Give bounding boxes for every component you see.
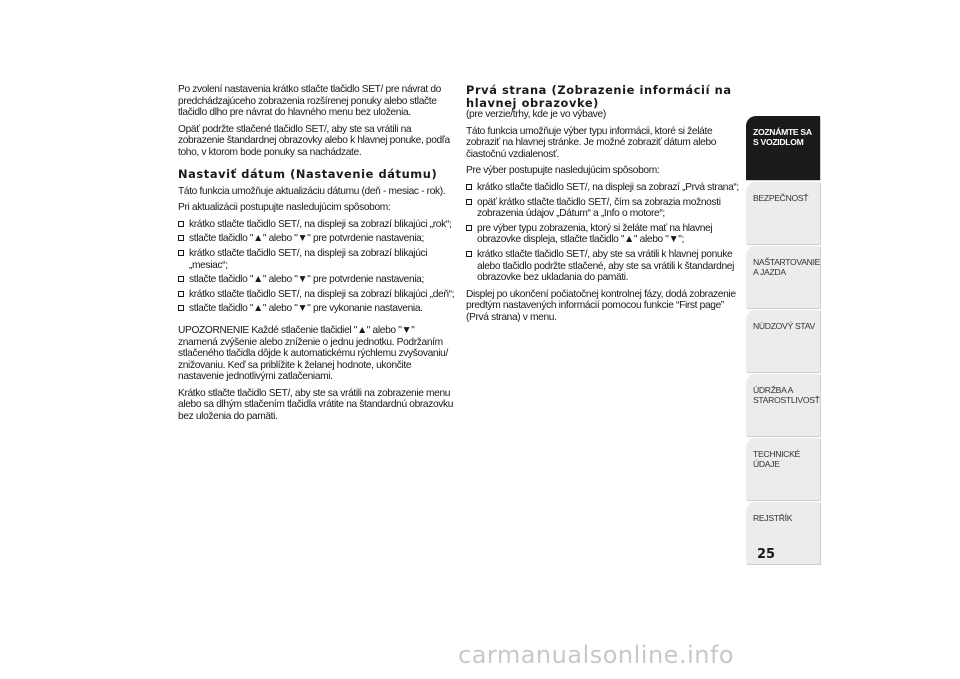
- list-item: stlačte tlačidlo "▲" alebo "▼" pre potvrdenie nastavenia;: [178, 274, 456, 286]
- list-item: stlačte tlačidlo "▲" alebo "▼" pre potvrdenie nastavenia;: [178, 233, 456, 245]
- list-item: pre výber typu zobrazenia, ktorý si želáte mať na hlavnej obrazovke displeja, stlačte tlačidlo "▲" alebo "▼";: [466, 223, 748, 246]
- heading-first-page: Prvá strana (Zobrazenie informácií na hlavnej obrazovke): [466, 83, 732, 110]
- square-bullet-icon: [178, 291, 184, 297]
- left-column: [178, 84, 456, 428]
- paragraph-note: UPOZORNENIE Každé stlačenie tlačidiel "▲" alebo "▼" znamená zvýšenie alebo zníženie o jednu jednotku. Podržaním stlačeného tlačidla dôjde k automatickému rýchlemu zvyšovaniu/ znižovaniu. Keď sa priblížite k želanej hodnote, ukončite nastavenie jednotlivými zatlačeniami.: [178, 324, 448, 383]
- square-bullet-icon: [178, 305, 184, 311]
- date-steps-list: [178, 219, 456, 315]
- paragraph-date-procedure: Pri aktualizácii postupujte nasledujúcim spôsobom:: [178, 202, 391, 214]
- paragraph-first-page-procedure: Pre výber postupujte nasledujúcim spôsobom:: [466, 165, 660, 177]
- tab-getting-to-know-vehicle[interactable]: ZOZNÁMTE SA S VOZIDLOM: [746, 116, 820, 180]
- first-page-steps-list: [466, 182, 748, 284]
- tab-emergency[interactable]: NÚDZOVÝ STAV: [746, 310, 820, 372]
- square-bullet-icon: [466, 251, 472, 257]
- square-bullet-icon: [178, 221, 184, 227]
- list-item: krátko stlačte tlačidlo SET/, na displeji sa zobrazí blikajúci „rok“;: [178, 219, 456, 231]
- list-item: krátko stlačte tlačidlo SET/, na displeji sa zobrazí blikajúci „mesiac“;: [178, 248, 456, 271]
- tab-index[interactable]: REJSTŘÍK: [746, 502, 820, 564]
- list-item: krátko stlačte tlačidlo SET/, aby ste sa vrátili k hlavnej ponuke alebo tlačidlo podržte stlačené, aby ste sa vrátili k štandardnej obrazovke bez ukladania do pamäti.: [466, 249, 748, 284]
- right-column: [466, 84, 748, 329]
- paragraph-date-function: Táto funkcia umožňuje aktualizáciu dátumu (deň - mesiac - rok).: [178, 185, 446, 197]
- tab-safety[interactable]: BEZPEČNOSŤ: [746, 182, 820, 244]
- square-bullet-icon: [466, 184, 472, 190]
- heading-set-date: Nastaviť dátum (Nastavenie dátumu): [178, 166, 438, 181]
- tab-starting-driving[interactable]: NAŠTARTOVANIE A JAZDA: [746, 246, 820, 308]
- square-bullet-icon: [178, 235, 184, 241]
- paragraph-return-menu: Krátko stlačte tlačidlo SET/, aby ste sa vrátili na zobrazenie menu alebo sa dlhým stlačením tlačidla vrátite na štandardnú obrazovku bez uloženia do pamäti.: [178, 387, 454, 423]
- square-bullet-icon: [466, 225, 472, 231]
- list-item: stlačte tlačidlo "▲" alebo "▼" pre vykonanie nastavenia.: [178, 303, 456, 315]
- tab-maintenance[interactable]: ÚDRŽBA A STAROSTLIVOSŤ: [746, 374, 820, 436]
- paragraph-display-info: Displej po ukončení počiatočnej kontrolnej fázy, dodá zobrazenie predtým nastavených informácií pomocou funkcie “First page” (Prvá strana) v menu.: [466, 288, 736, 323]
- square-bullet-icon: [466, 199, 472, 205]
- square-bullet-icon: [178, 250, 184, 256]
- paragraph-hold-set: Opäť podržte stlačené tlačidlo SET/, aby ste sa vrátili na zobrazenie štandardnej obrazovky alebo k hlavnej ponuke, podľa toho, v ktorom bode ponuky sa nachádzate.: [178, 123, 450, 158]
- tab-technical-data[interactable]: TECHNICKÉ ÚDAJE: [746, 438, 820, 500]
- watermark: carmanualsonline.info: [458, 641, 735, 669]
- page-number: 25: [757, 547, 776, 562]
- square-bullet-icon: [178, 276, 184, 282]
- paragraph-set-return: Po zvolení nastavenia krátko stlačte tlačidlo SET/ pre návrat do predchádzajúceho zobrazenia rozšírenej ponuky alebo stlačte tlačidlo dlho pre návrat do hlavného menu bez uloženia.: [178, 84, 441, 119]
- chapter-tabs: [746, 116, 820, 566]
- subtitle-versions: (pre verzie/trhy, kde je vo výbave): [466, 109, 606, 120]
- list-item: krátko stlačte tlačidlo SET/, na displeji sa zobrazí „Prvá strana“;: [466, 182, 748, 194]
- list-item: krátko stlačte tlačidlo SET/, na displeji sa zobrazí blikajúci „deň“;: [178, 289, 456, 301]
- paragraph-first-page-function: Táto funkcia umožňuje výber typu informácii, ktoré si želáte zobraziť na hlavnej stránke. Je možné zobraziť dátum alebo čiastočnú vzdialenosť.: [466, 125, 717, 160]
- list-item: opäť krátko stlačte tlačidlo SET/, čím sa zobrazia možnosti zobrazenia údajov „Dátum“ a „Info o motore“;: [466, 197, 748, 220]
